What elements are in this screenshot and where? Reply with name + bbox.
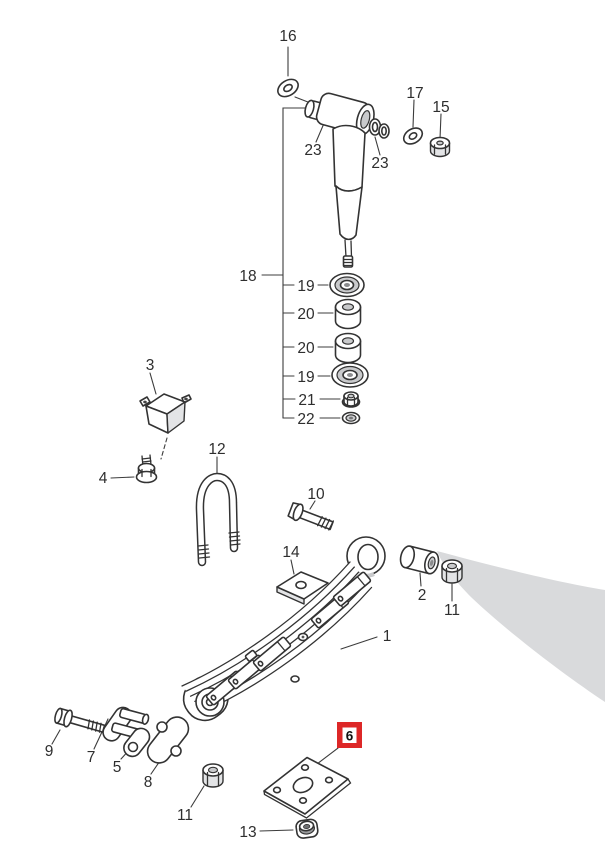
part-label-15[interactable]: 15 <box>432 99 450 116</box>
part-label-1[interactable]: 1 <box>382 628 392 645</box>
part-label-8[interactable]: 8 <box>143 774 153 791</box>
part-label-19-lower[interactable]: 19 <box>297 369 315 386</box>
part-label-7[interactable]: 7 <box>86 749 96 766</box>
part-label-2[interactable]: 2 <box>417 587 427 604</box>
part-label-22[interactable]: 22 <box>297 411 315 428</box>
part-label-5[interactable]: 5 <box>112 759 122 776</box>
part-label-18[interactable]: 18 <box>239 268 257 285</box>
part-11-nut-right <box>442 560 462 583</box>
part-21-nut <box>343 392 360 407</box>
part-13-nut <box>295 819 318 839</box>
part-label-19-upper[interactable]: 19 <box>297 278 315 295</box>
part-label-20-upper[interactable]: 20 <box>297 306 315 323</box>
part-label-23-right[interactable]: 23 <box>371 155 389 172</box>
part-label-6-highlight[interactable] <box>337 722 362 748</box>
part-label-4[interactable]: 4 <box>98 470 108 487</box>
part-11-nut-left <box>203 764 223 787</box>
part-label-9[interactable]: 9 <box>44 743 54 760</box>
part-20-bushing-lower <box>336 334 361 363</box>
part-label-20-lower[interactable]: 20 <box>297 340 315 357</box>
part-15-nut <box>431 138 450 157</box>
part-19-grommet-upper <box>330 274 364 297</box>
part-20-bushing-upper <box>336 300 361 329</box>
part-label-6[interactable]: 6 <box>345 728 354 744</box>
part-label-14[interactable]: 14 <box>282 544 300 561</box>
part-19-grommet-lower <box>332 363 368 387</box>
part-label-3[interactable]: 3 <box>145 357 155 374</box>
part-label-10[interactable]: 10 <box>307 486 325 503</box>
part-label-11-left[interactable]: 11 <box>176 807 194 824</box>
part-label-13[interactable]: 13 <box>239 824 257 841</box>
part-label-21[interactable]: 21 <box>298 392 316 409</box>
part-label-17[interactable]: 17 <box>406 85 424 102</box>
part-label-11-right[interactable]: 11 <box>443 602 461 619</box>
part-label-16[interactable]: 16 <box>279 28 297 45</box>
part-label-23-left[interactable]: 23 <box>304 142 322 159</box>
part-label-12[interactable]: 12 <box>208 441 226 458</box>
part-22-nut <box>343 413 360 424</box>
